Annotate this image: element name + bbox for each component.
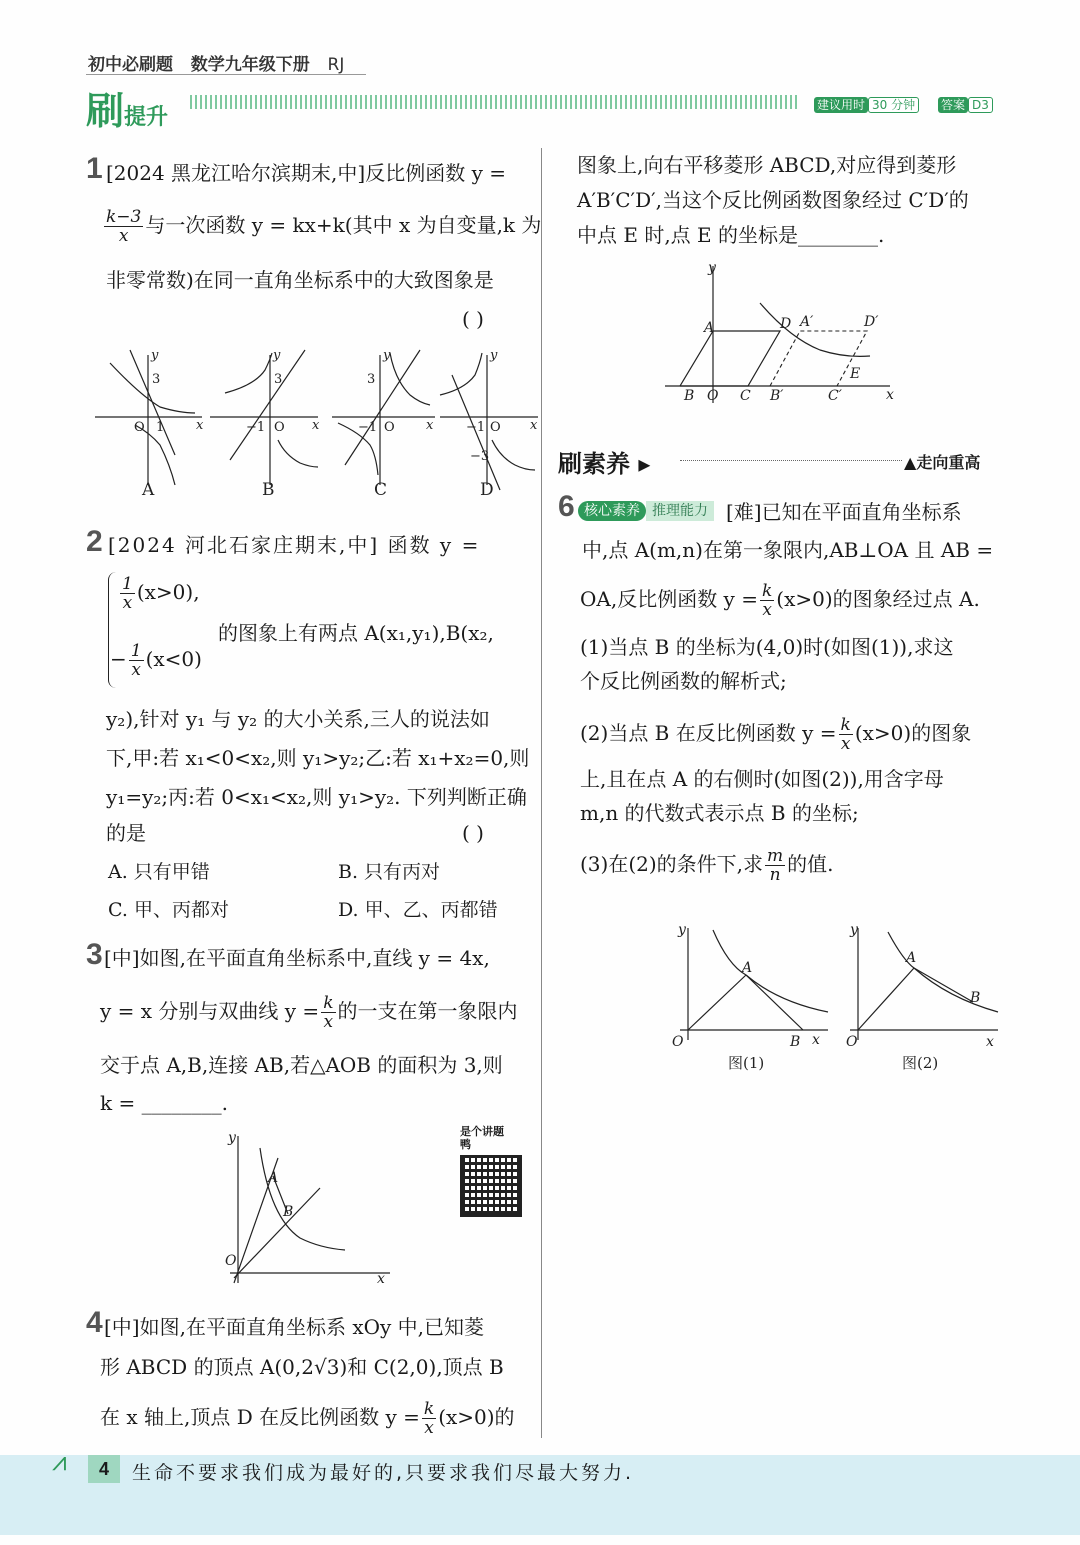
answer-page: D3 (968, 97, 993, 113)
time-label: 建议用时 (814, 97, 868, 113)
q6-f2-b: B (970, 990, 981, 1006)
q3-line2-b: 的一支在第一象限内 (337, 999, 518, 1023)
q2-paren: ( ) (462, 821, 484, 845)
q6-f1-o: O (672, 1034, 684, 1050)
q4-line3 (100, 1400, 515, 1437)
q6-p2a (580, 716, 971, 753)
q4-line3-b: (x>0)的 (438, 1405, 515, 1429)
q1-a-x: x (196, 418, 204, 433)
q1-frac-num: k−3 (106, 207, 142, 227)
q1-b-y: y (273, 348, 281, 363)
q2-case2-minus: − (110, 647, 127, 671)
q1-b-x: x (312, 418, 320, 433)
q6-number: 6 (558, 490, 575, 523)
q6-figures (668, 920, 1008, 1080)
q3-x-label: x (377, 1271, 385, 1287)
q1-fraction (104, 208, 143, 245)
q4-fraction (422, 1400, 436, 1437)
q1-d-tick-y: −3 (470, 449, 490, 464)
q4-a-label: A (704, 320, 715, 336)
q1-a-tick-y: 3 (152, 372, 161, 387)
q2-option-b[interactable]: B. 只有丙对 (338, 861, 441, 883)
q4-cp-label: C′ (828, 388, 842, 404)
book-header (88, 50, 344, 75)
q3-figure (220, 1128, 400, 1288)
q1-graph-label-c: C (374, 480, 388, 500)
q6-tags (578, 500, 714, 520)
q3-a-label: A (268, 1170, 279, 1186)
q6-line3-b: (x>0)的图象经过点 A. (776, 587, 980, 611)
q1-frac-den: x (118, 226, 129, 246)
q6-p3-num: m (767, 846, 784, 866)
q2-case1 (118, 575, 200, 612)
q6-fraction (760, 582, 774, 619)
q6-f2-o: O (846, 1034, 858, 1050)
q3-line4: k = ________. (100, 1091, 228, 1115)
q1-text-a: 反比例函数 y = (365, 161, 506, 185)
logo-main: 刷 (86, 89, 125, 133)
q6-p3a-text: (3)在(2)的条件下,求 (580, 852, 764, 876)
q6-f2-a: A (906, 950, 917, 966)
q4-cont2: A′B′C′D′,当这个反比例函数图象经过 C′D′的 (577, 188, 969, 212)
page-number: 4 (88, 1455, 120, 1483)
q3-b-label: B (283, 1204, 294, 1220)
q4-y-label: y (708, 260, 716, 276)
q1-b-tick-x: −1 (246, 420, 266, 435)
q1-graph-label-b: B (262, 480, 275, 500)
time-badge (814, 94, 919, 113)
q2-line4: 的是 (106, 821, 146, 845)
q2-line1: y₂),针对 y₁ 与 y₂ 的大小关系,三人的说法如 (106, 707, 490, 731)
compass-icon: ⩘ (52, 1447, 67, 1477)
q1-graph-label-d: D (480, 480, 494, 500)
book-title: 初中必刷题 (88, 55, 173, 75)
q1-text-b: 与一次函数 y = kx+k(其中 x 为自变量,k 为 (145, 213, 542, 237)
q6-p3-den: n (769, 865, 781, 885)
column-divider (541, 148, 542, 1438)
q1-graphs (90, 345, 540, 505)
q1-b-tick-y: 3 (274, 372, 283, 387)
q2-case2-num: 1 (130, 641, 142, 661)
header-stripe (190, 95, 800, 109)
q3-frac-num: k (323, 993, 334, 1013)
q2-source: [2024 河北石家庄期末,中] (108, 533, 380, 557)
q4-figure (660, 258, 900, 408)
q2-case2-cond: (x<0) (145, 647, 202, 671)
q2-option-a[interactable]: A. 只有甲错 (108, 861, 210, 883)
edition-label: RJ (327, 55, 345, 75)
q6-f1-a: A (742, 960, 753, 976)
q1-paren: ( ) (462, 307, 484, 331)
q2-case1-num: 1 (122, 574, 133, 594)
q1-c-y: y (383, 348, 391, 363)
q2-case1-frac (120, 575, 135, 612)
q1-text-c: 非零常数)在同一直角坐标系中的大致图象是 (106, 268, 494, 292)
q4-c-label: C (740, 388, 751, 404)
q6-p2c: 上,且在点 A 的右侧时(如图(2)),用含字母 (580, 767, 944, 791)
q2-line3: y₁=y₂;丙:若 0<x₁<x₂,则 y₁>y₂. 下列判断正确 (106, 785, 527, 809)
time-value: 30 分钟 (868, 97, 919, 113)
q3-fraction (321, 994, 335, 1031)
q4-ap-label: A′ (800, 314, 814, 330)
q6-f2-y: y (850, 922, 858, 938)
q6-line3 (580, 582, 980, 619)
section-title: 刷素养 ▸ (558, 450, 651, 478)
section-right-text: 走向重高 (916, 453, 981, 472)
q6-f1-y: y (678, 922, 686, 938)
q4-dp-label: D′ (864, 314, 879, 330)
q1-c-o: O (384, 420, 395, 435)
q4-bp-label: B′ (770, 388, 784, 404)
qr-code[interactable] (460, 1155, 522, 1217)
school-icon: ▲ (904, 453, 917, 472)
q6-f2-x: x (986, 1034, 994, 1050)
q2-case2 (110, 642, 202, 679)
q6-p3-fraction (765, 847, 785, 884)
q6-tag-reason: 推理能力 (646, 501, 714, 521)
q3-o-label: O (225, 1253, 237, 1269)
q6-p2d: m,n 的代数式表示点 B 的坐标; (580, 801, 859, 825)
footer-motto: 生命不要求我们成为最好的,只要求我们尽最大努力. (132, 1462, 635, 1484)
section-logo (86, 80, 168, 135)
q6-frac-den: x (762, 600, 772, 620)
q6-p2-fraction (839, 716, 853, 753)
section-dots (680, 460, 902, 461)
q2-option-c[interactable]: C. 甲、丙都对 (108, 899, 229, 921)
q6-p2-den: x (840, 734, 851, 754)
q2-number: 2 (86, 525, 103, 558)
q2-case2-frac (129, 642, 144, 679)
q6-f1-b: B (790, 1034, 801, 1050)
q1-d-y: y (490, 348, 498, 363)
q1-graph-label-a: A (142, 480, 155, 500)
q3-frac-den: x (323, 1012, 334, 1032)
q3-line2-a: y = x 分别与双曲线 y = (100, 999, 320, 1023)
section-right (904, 450, 980, 473)
q1-a-o: O (134, 420, 145, 435)
q6-frac-num: k (761, 581, 773, 601)
q4-frac-den: x (424, 1418, 434, 1438)
subject-title: 数学九年级下册 (190, 55, 310, 75)
q2-case1-cond: (x>0), (136, 580, 200, 604)
q1-line2 (102, 208, 541, 245)
q4-cont1: 图象上,向右平移菱形 ABCD,对应得到菱形 (577, 153, 957, 177)
q4-x-label: x (886, 387, 894, 403)
q6-f1-x: x (812, 1032, 820, 1048)
q2-text-a: 函数 y = (387, 533, 481, 557)
q4-line3-a: 在 x 轴上,顶点 D 在反比例函数 y = (100, 1405, 420, 1429)
q4-cont3: 中点 E 时,点 E 的坐标是________. (577, 223, 885, 247)
q2-case2-den: x (131, 660, 141, 680)
answer-badge (938, 94, 993, 113)
q1-a-y: y (151, 348, 159, 363)
q2-line0 (108, 530, 480, 560)
q6-p2a-text: (2)当点 B 在反比例函数 y = (580, 721, 837, 745)
q1-d-o: O (490, 420, 501, 435)
q6-p2b-text: (x>0)的图象 (854, 721, 972, 745)
q2-text-b: 的图象上有两点 A(x₁,y₁),B(x₂, (218, 621, 494, 645)
q4-e-label: E (850, 366, 861, 382)
q4-line1: [中]如图,在平面直角坐标系 xOy 中,已知菱 (104, 1315, 485, 1339)
q1-b-o: O (274, 420, 285, 435)
q4-b-label: B (684, 388, 695, 404)
q3-line2 (100, 994, 518, 1031)
qr-block[interactable] (460, 1125, 528, 1217)
q6-p3 (580, 847, 834, 884)
q6-p1a: (1)当点 B 的坐标为(4,0)时(如图(1)),求这 (580, 635, 954, 659)
q1-number: 1 (86, 152, 103, 185)
logo-sub: 提升 (124, 105, 169, 130)
q1-a-tick-x: 1 (156, 420, 165, 435)
q1-c-tick-y: 3 (367, 372, 376, 387)
q3-line1: [中]如图,在平面直角坐标系中,直线 y = 4x, (104, 946, 490, 970)
q6-line1: [难]已知在平面直角坐标系 (726, 500, 962, 524)
q1-source: [2024 黑龙江哈尔滨期末,中] (106, 161, 366, 185)
q1-c-tick-x: −1 (358, 420, 378, 435)
q6-line3-a: OA,反比例函数 y = (580, 587, 758, 611)
q4-d-label: D (780, 316, 792, 332)
q3-line3: 交于点 A,B,连接 AB,若△AOB 的面积为 3,则 (100, 1053, 503, 1077)
q6-tag-core: 核心素养 (578, 501, 646, 521)
q4-number: 4 (86, 1306, 103, 1339)
q2-line2: 下,甲:若 x₁<0<x₂,则 y₁>y₂;乙:若 x₁+x₂=0,则 (106, 746, 530, 770)
header-rule (86, 74, 366, 75)
q1-c-x: x (426, 418, 434, 433)
section-title-text: 刷素养 (558, 450, 630, 478)
q3-number: 3 (86, 938, 103, 971)
q4-frac-num: k (423, 1399, 435, 1419)
q6-p2-num: k (840, 715, 851, 735)
qr-caption: 是个讲题鸭 (460, 1125, 504, 1151)
q4-line2: 形 ABCD 的顶点 A(0,2√3)和 C(2,0),顶点 B (100, 1355, 504, 1379)
q1-d-tick-x: −1 (466, 420, 486, 435)
q2-case1-den: x (122, 593, 133, 613)
q4-o-label: O (707, 388, 719, 404)
answer-label: 答案 (938, 97, 968, 113)
q6-line2: 中,点 A(m,n)在第一象限内,AB⊥OA 且 AB = (582, 538, 994, 562)
q6-p3b-text: 的值. (787, 852, 834, 876)
q6-fig1-caption: 图(1) (728, 1054, 765, 1072)
q6-fig2-caption: 图(2) (902, 1054, 939, 1072)
q2-option-d[interactable]: D. 甲、乙、丙都错 (338, 899, 498, 921)
q3-y-label: y (228, 1130, 236, 1146)
q1-line1 (106, 158, 506, 188)
q1-d-x: x (530, 418, 538, 433)
q6-p1b: 个反比例函数的解析式; (580, 669, 787, 693)
